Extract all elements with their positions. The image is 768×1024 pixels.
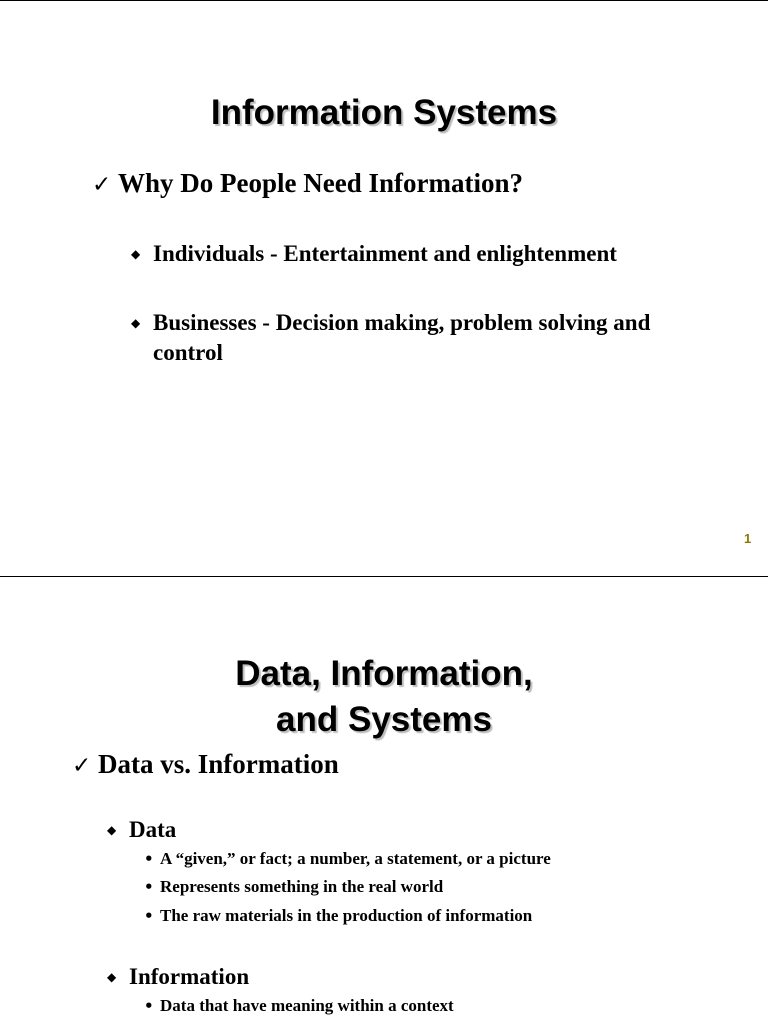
bullet-item [131,308,651,368]
slide-divider [0,576,768,577]
bullet-text-line: control [153,340,223,365]
list-item-text: Data that have meaning within a context [160,996,454,1015]
list-item-text: The raw materials in the production of information [160,906,533,925]
page-number: 1 [744,531,752,546]
list-item [144,995,454,1017]
dot-bullet-icon: • [144,907,154,925]
group-heading-text: Data [129,817,177,842]
slide-title-line-1: Data, Information, [235,654,533,693]
check-heading [72,748,339,782]
group-heading-information [107,962,250,992]
slide-title: Information Systems [210,93,558,132]
dot-bullet-icon: • [144,878,154,896]
list-item [144,848,551,870]
diamond-bullet-icon: ◆ [131,316,141,330]
checkmark-icon: ✓ [72,753,92,779]
dot-bullet-icon: • [144,850,154,868]
check-heading-text: Data vs. Information [98,749,339,779]
group-heading-text: Information [129,964,250,989]
list-item-text: Represents something in the real world [160,877,444,896]
checkmark-icon: ✓ [92,172,112,198]
diamond-bullet-icon: ◆ [107,970,117,984]
diamond-bullet-icon: ◆ [107,823,117,837]
list-item-text: A “given,” or fact; a number, a statement, or a picture [160,849,551,868]
list-item [144,905,533,927]
check-heading [92,167,523,201]
bullet-text-line: Businesses - Decision making, problem solving and [153,310,651,335]
bullet-text: Individuals - Entertainment and enlightenment [153,241,617,266]
check-heading-text: Why Do People Need Information? [118,168,523,198]
dot-bullet-icon: • [144,997,154,1015]
top-border [0,0,768,1]
bullet-item [131,239,617,269]
slide-title-line-2: and Systems [276,700,492,739]
group-heading-data [107,815,177,845]
list-item [144,876,444,898]
diamond-bullet-icon: ◆ [131,247,141,261]
